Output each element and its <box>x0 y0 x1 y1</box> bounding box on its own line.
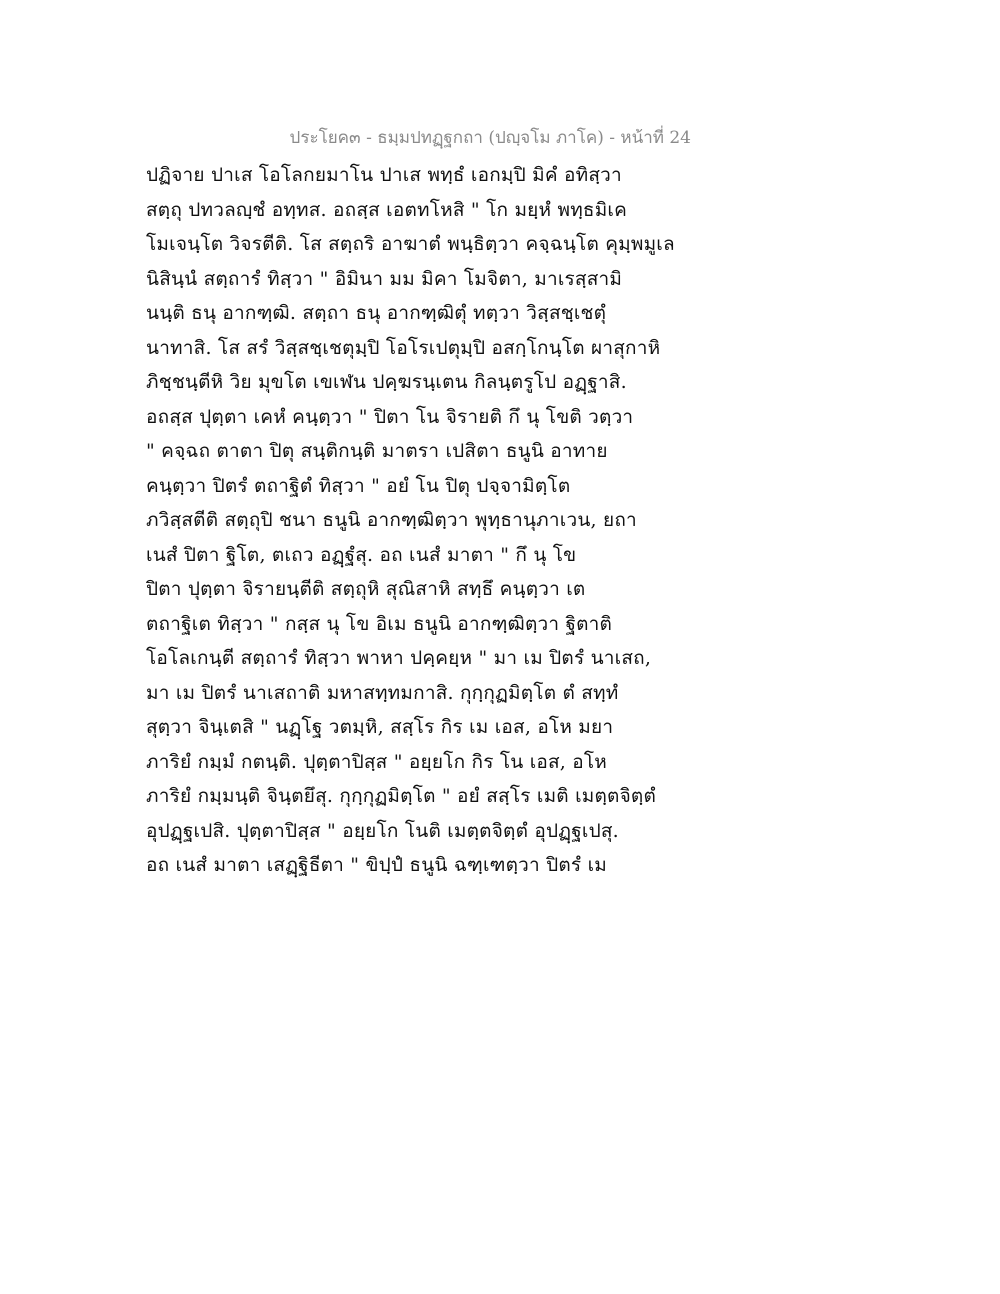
text-line: ภวิสฺสตีติ สตฺถุปิ ชนา ธนูนิ อากฑฺฒิตฺวา พุทฺธานุภาเวน, ยถา <box>146 509 637 531</box>
text-line: " คจฺฉถ ตาตา ปิตุ สนฺติกนฺติ มาตรา เปสิตา ธนูนิ อาทาย <box>146 440 608 462</box>
text-line: นาทาสิ. โส สรํ วิสฺสชฺเชตุมฺปิ โอโรเปตุมฺปิ อสกฺโกนฺโต ผาสุกาหิ <box>146 336 661 359</box>
text-line: นิสินฺนํ สตฺถารํ ทิสฺวา " อิมินา มม มิคา โมจิตา, มาเรสฺสามิ <box>146 267 623 290</box>
text-line: โมเจนฺโต วิจรตีติ. โส สตฺถริ อาฆาตํ พนฺธิตฺวา คจฺฉนฺโต คุมฺพมูเล <box>146 233 675 255</box>
text-line: ตถาฐิเต ทิสฺวา " กสฺส นุ โข อิเม ธนูนิ อากฑฺฒิตฺวา ฐิตาติ <box>146 612 613 635</box>
text-line: ภิชฺชนฺตีหิ วิย มุขโต เขเฬน ปคฺฆรนฺเตน กิลนฺตรูโป อฏฺฐาสิ. <box>146 371 627 393</box>
text-line: เนสํ ปิตา ฐิโต, ตเถว อฏฺฐํสุ. อถ เนสํ มาตา " กึ นุ โข <box>146 543 577 566</box>
text-line: ภาริยํ กมฺมํ กตนฺติ. ปุตฺตาปิสฺส " อยฺยโก กิร โน เอส, อโห <box>146 750 608 773</box>
text-line: โอโลเกนฺตี สตฺถารํ ทิสฺวา พาหา ปคฺคยฺห " มา เม ปิตรํ นาเสถ, <box>146 647 652 669</box>
text-line: สตฺถุ ปทวลญฺชํ อทฺทส. อถสฺส เอตทโหสิ " โก มยฺหํ พทฺธมิเค <box>146 198 628 221</box>
text-line: ปฏิจาย ปาเส โอโลกยมาโน ปาเส พทฺธํ เอกมฺปิ มิคํ อทิสฺวา <box>146 164 622 186</box>
text-line: อถสฺส ปุตฺตา เคหํ คนฺตฺวา " ปิตา โน จิรายติ กึ นุ โขติ วตฺวา <box>146 405 634 428</box>
text-line: อุปฏฺฐเปสิ. ปุตฺตาปิสฺส " อยฺยโก โนติ เมตฺตจิตฺตํ อุปฏฺฐเปสุ. <box>146 819 619 842</box>
text-line: ปิตา ปุตฺตา จิรายนฺตีติ สตฺถุหิ สุณิสาหิ สทฺธึ คนฺตฺวา เต <box>146 578 586 600</box>
text-line: นนฺติ ธนุ อากฑฺฒิ. สตฺถา ธนุ อากฑฺฒิตุํ ทตฺวา วิสฺสชฺเชตุํ <box>146 302 607 324</box>
body-text <box>146 158 686 883</box>
text-line: มา เม ปิตรํ นาเสถาติ มหาสทฺทมกาสิ. กุกฺกุฏมิตฺโต ตํ สทฺทํ <box>146 681 619 704</box>
running-header: ประโยค๓ - ธมฺมปทฏฺฐกถา (ปญฺจโม ภาโค) - หน้าที่ 24 <box>289 128 691 148</box>
text-line: ภาริยํ กมฺมนฺติ จินฺตยึสุ. กุกฺกุฏมิตฺโต " อยํ สสฺโร เมติ เมตฺตจิตฺตํ <box>146 785 656 807</box>
text-line: คนฺตฺวา ปิตรํ ตถาฐิตํ ทิสฺวา " อยํ โน ปิตุ ปจฺจามิตฺโต <box>146 474 571 497</box>
text-line: สุตฺวา จินฺเตสิ " นฏฺโฐ วตมฺหิ, สสฺโร กิร เม เอส, อโห มยา <box>146 716 614 738</box>
text-line: อถ เนสํ มาตา เสฏฺฐิธีตา " ขิปฺปํ ธนูนิ ฉฑฺเฑตฺวา ปิตรํ เม <box>146 854 607 876</box>
